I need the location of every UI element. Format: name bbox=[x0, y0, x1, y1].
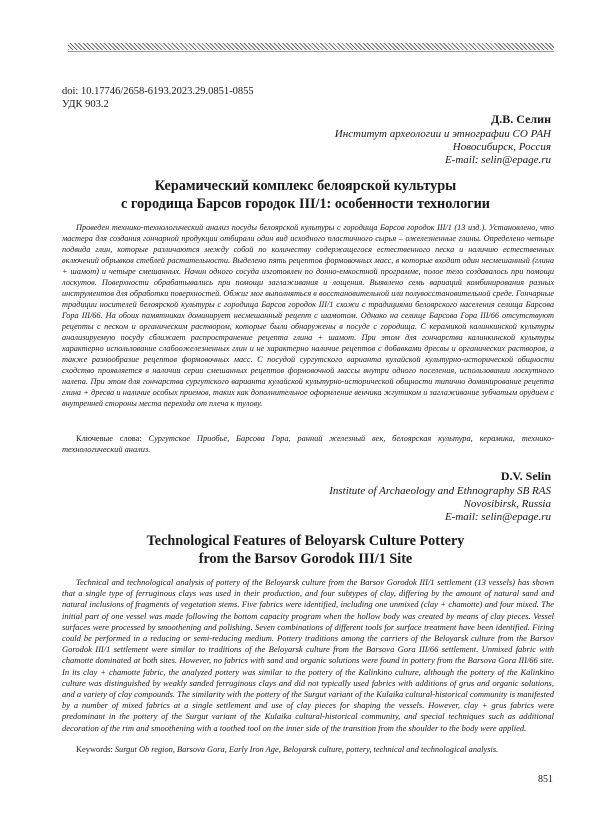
abstract-en: Technical and technological analysis of pottery of the Beloyarsk culture from the Barsov Gorodok III/1 settlement (13 vessels) has shown that a single type of ferruginous clays was used in their production, and four subtypes of clay, differing by the amount of natural sand and natural inclusions of fragments of vegetation stems. Five fabrics were identified, including one unmixed (clay + chamotte) and four mixed. The initial part of one vessel was made following the bottom capacity program when the hollow body was created by means of clay pieces. Vessel surfaces were processed by smoothening and polishing. Seven combinations of different tools for surface treatment have been identified. Firing could be performed in a reducing or semi-reducing medium. Pottery traditions among the carriers of the Beloyarsk culture from the Barsov Gorodok III/1 settlement were similar to traditions of the Beloyarsk culture from the Barsova Gora III/66 settlement. Unmixed fabric with chamotte dominated at both sites. However, no fabrics with sand and organic solutions were found in pottery from the Barsova Gora III/66 site. In its clay + chamotte fabric, the analyzed pottery was similar to the pottery of the Kalinkino culture, although the pottery of the Kalinkino culture was distinguished by weakly sanded ferruginous clays and did not typically used fabrics with additions of grus and organic solutions, and a variety of clay compounds. The similarity with the pottery of the Surgut variant of the Kulaika cultural-historical community is manifested by a number of mixed fabrics at a single settlement and use of clay pieces for shaping the vessels. However, clay + grus fabrics were predominant in the pottery of the Surgut variant of the Kulaika cultural-historical community, and special techniques such as additional decoration of the rim and smoothening with a toothed tool on the inner side of the transition from the shoulder to the body were applied. bbox=[62, 577, 554, 733]
keywords-ru bbox=[62, 433, 554, 455]
affiliation-ru bbox=[335, 128, 551, 167]
keywords-ru-label: Ключевые слова: bbox=[76, 434, 142, 443]
header-hatched-bar bbox=[68, 43, 554, 50]
abstract-ru: Проведен технико-технологический анализ посуды белоярской культуры с городища Барсов городок III/1 (13 изд.). Установлено, что мастера для создания гончарной продукции отбирали один вид исходного пластичного сырья – ожелезненные глины. Определено четыре подвида глин, которые различаются между собой по количеству содержащегося естественного песка и наличию естественных включений обрывков стеблей растительности. Выделено пять рецептов формовочных масс, в которые входит один несмешанный (глина + шамот) и четыре смешанных. Начин одного сосуда изготовлен по донно-емкостной программе, полое тело создавалось при помощи лоскутов. Поверхности обрабатывались при помощи заглаживания и лощения. Выявлено семь вариаций комбинирования разных инструментов для обработки поверхностей. Обжиг мог выполняться в восстановительной или полувосстановительной среде. Гончарные традиции носителей белоярской культуры с городища Барсов городок III/1 схожи с традициями белоярского населения селища Барсова Гора III/66. На обоих памятниках доминирует несмешанный рецепт с шамотом. Однако на селище Барсова Гора III/66 отсутствуют рецепты с песком и органическим раствором, которые были обнаружены в посуде с городища. С керамикой калинкинской культуры анализируемую посуду сближает распространение рецепта глина + шамот. При этом для гончарства калинкинской культуры характерно использование слабоожелезненных глин и не характерно наличие рецептов с добавками дресвы и органических растворов, а также разнообразие рецептов формовочных масс. С посудой сургутского варианта кулайской культурно-исторической общности сходство проявляется в наличии серии смешанных рецептов формовочной массы внутри одного поселения, использовании лоскутного налепа. При этом для гончарства сургутского варианта кулайской культурно-исторической общности типично доминирование рецепта глина + дресва и наличие особых приемов, таких как дополнительное оформление венчика жгутиком и заглаживание зубчатым орудием с внутренней стороны места перехода от плеча к тулову. bbox=[62, 223, 554, 408]
doi: doi: 10.17746/2658-6193.2023.29.0851-0855 bbox=[62, 86, 254, 97]
email-ru: E-mail: selin@epage.ru bbox=[444, 154, 551, 166]
title-en-line2: from the Barsov Gorodok III/1 Site bbox=[198, 551, 413, 567]
page-number: 851 bbox=[538, 774, 553, 785]
title-ru-line1: Керамический комплекс белоярской культуры bbox=[154, 178, 457, 194]
city-en: Novosibirsk, Russia bbox=[463, 498, 551, 510]
keywords-en-text: Surgut Ob region, Barsova Gora, Early Iron Age, Beloyarsk culture, pottery, technical and technological analysis. bbox=[114, 745, 499, 754]
title-ru bbox=[40, 177, 571, 213]
udk: УДК 903.2 bbox=[62, 99, 109, 110]
author-ru: Д.В. Селин bbox=[491, 112, 551, 126]
email-en: E-mail: selin@epage.ru bbox=[444, 511, 551, 523]
affiliation-en bbox=[329, 485, 551, 524]
author-en: D.V. Selin bbox=[500, 469, 551, 483]
city-ru: Новосибирск, Россия bbox=[452, 141, 551, 153]
header-rule bbox=[68, 51, 554, 52]
title-en bbox=[40, 532, 571, 568]
title-en-line1: Technological Features of Beloyarsk Culture Pottery bbox=[146, 533, 465, 549]
institute-en: Institute of Archaeology and Ethnography SB RAS bbox=[329, 485, 551, 497]
institute-ru: Институт археологии и этнографии СО РАН bbox=[334, 128, 551, 140]
keywords-en bbox=[62, 744, 554, 755]
title-ru-line2: с городища Барсов городок III/1: особенности технологии bbox=[121, 196, 490, 212]
keywords-en-label: Keywords: bbox=[76, 745, 113, 754]
keywords-ru-text: Сургутское Приобье, Барсова Гора, ранний железный век, белоярская культура, керамика, технико-технологический анализ. bbox=[62, 434, 554, 454]
